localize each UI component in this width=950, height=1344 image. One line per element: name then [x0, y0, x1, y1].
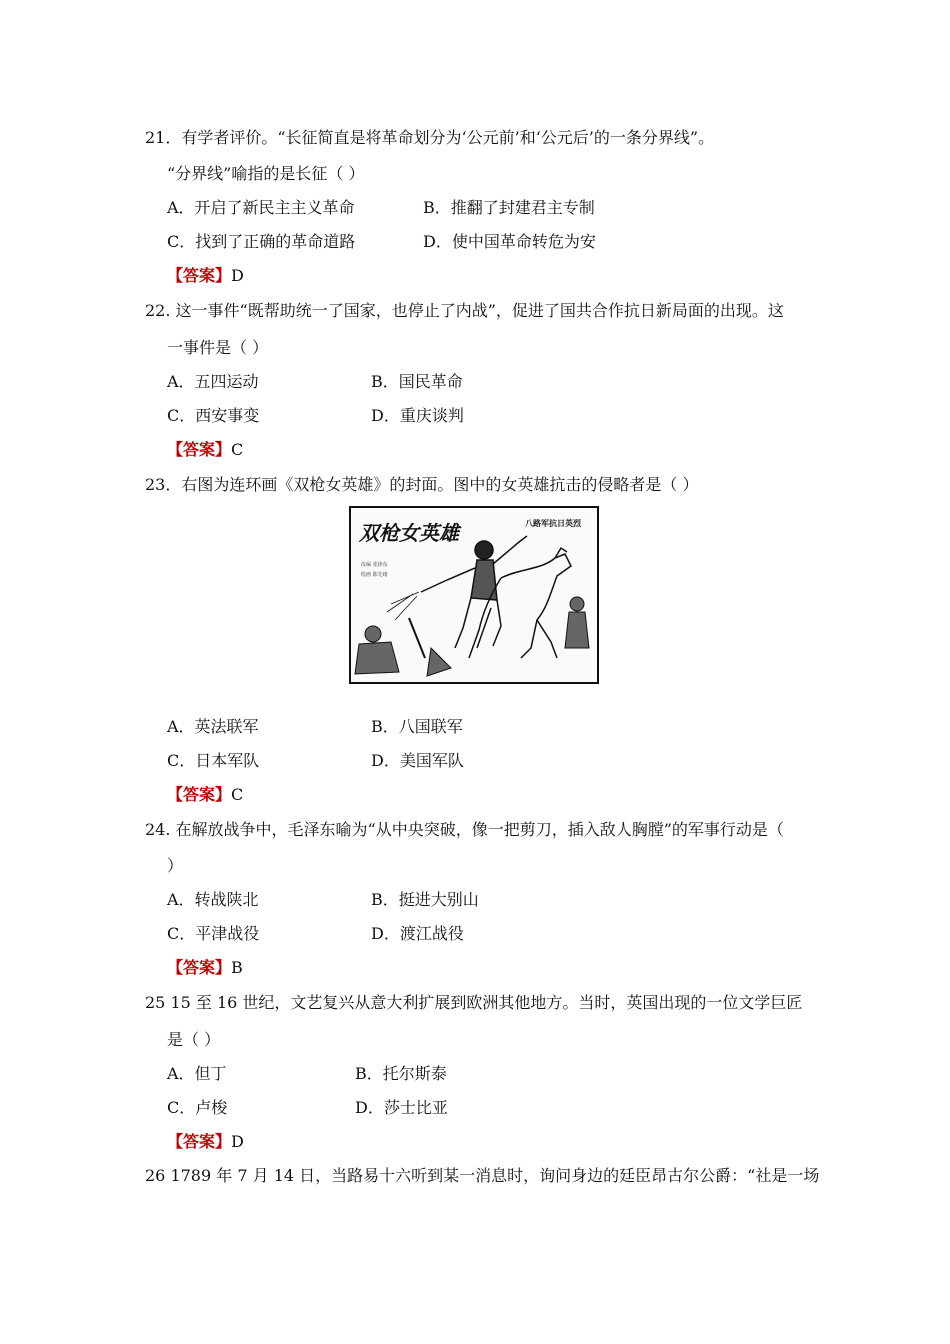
question-21-option-c[interactable]: C．找到了正确的革命道路 [167, 232, 356, 251]
question-21-option-a[interactable]: A．开启了新民主主义革命 [167, 198, 355, 217]
answer-label: 【答案】 [167, 266, 232, 285]
question-23-option-b[interactable]: B．八国联军 [371, 717, 463, 736]
question-25-option-b[interactable]: B．托尔斯泰 [355, 1064, 447, 1083]
question-23-option-a[interactable]: A．英法联军 [167, 717, 259, 736]
question-24-stem: 24. 在解放战争中，毛泽东喻为“从中央突破，像一把剪刀，插入敌人胸膛”的军事行动是（ [145, 820, 784, 839]
comic-cover-image [349, 506, 599, 684]
question-21-option-d[interactable]: D．使中国革命转危为安 [423, 232, 596, 251]
answer-label: 【答案】 [167, 1132, 232, 1151]
question-25-answer [167, 1132, 244, 1152]
question-25-option-c[interactable]: C．卢梭 [167, 1098, 228, 1117]
question-21-stem: 21．有学者评价。“长征简直是将革命划分为‘公元前’和‘公元后’的一条分界线”。 [145, 128, 715, 147]
question-24-option-c[interactable]: C．平津战役 [167, 924, 260, 943]
heroine-illustration [387, 536, 527, 648]
question-24-stem-cont: ） [167, 856, 184, 875]
question-22-option-c[interactable]: C．西安事变 [167, 406, 260, 425]
soldiers-illustration [355, 597, 589, 676]
question-23-option-c[interactable]: C．日本军队 [167, 751, 260, 770]
question-24-option-a[interactable]: A．转战陕北 [167, 890, 259, 909]
answer-value: C [231, 785, 244, 804]
question-25-option-a[interactable]: A．但丁 [167, 1064, 227, 1083]
question-22-option-d[interactable]: D．重庆谈判 [371, 406, 464, 425]
question-22-stem-cont: 一事件是（ ） [167, 338, 269, 357]
answer-label: 【答案】 [167, 958, 232, 977]
question-22-option-a[interactable]: A．五四运动 [167, 372, 259, 391]
question-22-option-b[interactable]: B．国民革命 [371, 372, 463, 391]
cover-credit-adapter: 改编 张择东 [361, 562, 388, 568]
answer-value: D [231, 1132, 244, 1151]
question-23-stem: 23．右图为连环画《双枪女英雄》的封面。图中的女英雄抗击的侵略者是（ ） [145, 475, 699, 494]
answer-value: C [231, 440, 244, 459]
question-23-option-d[interactable]: D．美国军队 [371, 751, 464, 770]
question-26-stem: 26 1789 年 7 月 14 日，当路易十六听到某一消息时，询问身边的廷臣昂古尔公爵：“社是一场 [145, 1166, 820, 1185]
question-23-answer [167, 785, 243, 805]
answer-value: D [231, 266, 244, 285]
question-22-stem: 22. 这一事件“既帮助统一了国家，也停止了内战”，促进了国共合作抗日新局面的出现。这 [145, 301, 784, 320]
question-24-answer [167, 958, 243, 978]
question-21-answer [167, 266, 244, 286]
answer-label: 【答案】 [167, 785, 232, 804]
cover-title: 双枪女英雄 [359, 521, 459, 545]
cover-credit-artist: 绘画 陈先绪 [361, 572, 388, 578]
question-21-stem-cont: “分界线”喻指的是长征（ ） [167, 164, 365, 183]
question-24-option-d[interactable]: D．渡江战役 [371, 924, 464, 943]
answer-value: B [231, 958, 243, 977]
question-21-option-b[interactable]: B．推翻了封建君主专制 [423, 198, 595, 217]
question-22-answer [167, 440, 243, 460]
cover-subtitle: 八路军抗日英烈 [525, 519, 581, 528]
question-25-stem: 25 15 至 16 世纪，文艺复兴从意大利扩展到欧洲其他地方。当时，英国出现的一位文学巨匠 [145, 993, 803, 1012]
question-25-stem-cont: 是（ ） [167, 1030, 221, 1049]
answer-label: 【答案】 [167, 440, 232, 459]
question-24-option-b[interactable]: B．挺进大别山 [371, 890, 479, 909]
question-25-option-d[interactable]: D．莎士比亚 [355, 1098, 448, 1117]
